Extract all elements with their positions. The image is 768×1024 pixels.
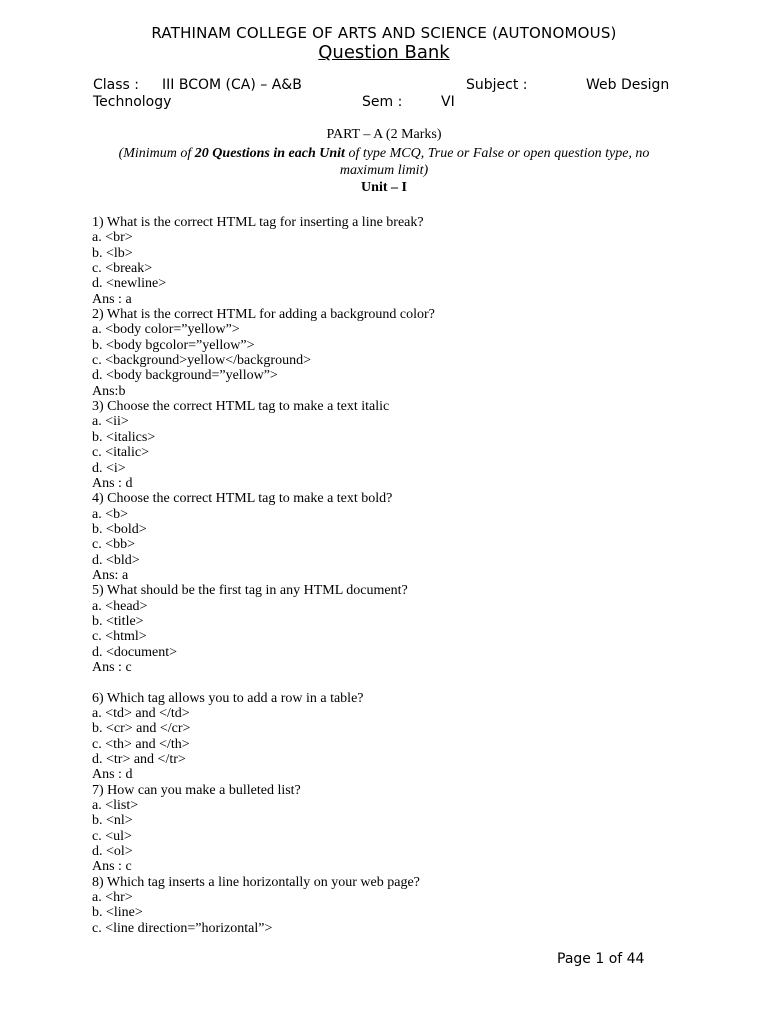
question-block — [92, 491, 712, 583]
answer-key: Ans: a — [92, 567, 129, 583]
page-number: Page 1 of 44 — [557, 951, 645, 967]
answer-option: b. <line> — [92, 905, 143, 921]
instruction-bold: 20 Questions in each Unit — [194, 146, 345, 161]
question-text: 2) What is the correct HTML for adding a background color? — [92, 307, 435, 323]
part-instruction — [100, 145, 668, 179]
answer-option: a. <body color=”yellow”> — [92, 322, 240, 338]
question-block — [92, 691, 712, 783]
answer-option: b. <nl> — [92, 813, 133, 829]
answer-option: b. <title> — [92, 613, 144, 629]
question-text: 1) What is the correct HTML tag for inserting a line break? — [92, 215, 424, 230]
answer-option: d. <bld> — [92, 552, 140, 568]
class-label: Class : — [93, 77, 139, 93]
answer-option: a. <head> — [92, 598, 148, 614]
answer-key: Ans : c — [92, 659, 132, 675]
answer-option: c. <ul> — [92, 828, 132, 844]
question-block — [92, 583, 712, 690]
question-block — [92, 875, 712, 936]
subject-label: Subject : — [466, 77, 528, 93]
question-text: 8) Which tag inserts a line horizontally on your web page? — [92, 874, 420, 890]
sem-value: VI — [441, 94, 455, 110]
answer-option: a. <b> — [92, 506, 129, 522]
answer-option: d. <ol> — [92, 844, 133, 860]
answer-option: b. <cr> and </cr> — [92, 721, 191, 737]
answer-option: c. <line direction=”horizontal”> — [92, 920, 273, 936]
question-text: 7) How can you make a bulleted list? — [92, 782, 301, 798]
answer-option: d. <newline> — [92, 276, 167, 292]
question-block — [92, 215, 712, 307]
answer-option: d. <tr> and </tr> — [92, 752, 186, 768]
question-block — [92, 399, 712, 491]
question-text: 5) What should be the first tag in any HTML document? — [92, 583, 408, 599]
answer-option: b. <body bgcolor=”yellow”> — [92, 337, 255, 353]
answer-option: b. <bold> — [92, 521, 147, 537]
subject-value: Web Design — [586, 77, 670, 93]
answer-option: a. <br> — [92, 230, 133, 246]
answer-option: c. <break> — [92, 261, 153, 277]
answer-option: c. <th> and </th> — [92, 736, 190, 752]
answer-key: Ans : d — [92, 767, 133, 783]
answer-option: b. <lb> — [92, 245, 133, 261]
class-value: III BCOM (CA) – A&B — [162, 77, 302, 93]
question-text: 3) Choose the correct HTML tag to make a text italic — [92, 399, 390, 415]
page-title: Question Bank — [318, 42, 450, 63]
question-block — [92, 783, 712, 875]
college-name: RATHINAM COLLEGE OF ARTS AND SCIENCE (AUTONOMOUS) — [151, 24, 617, 42]
answer-option: c. <bb> — [92, 537, 136, 553]
answer-option: c. <italic> — [92, 445, 149, 461]
answer-key: Ans : d — [92, 475, 133, 491]
unit-heading: Unit – I — [361, 180, 407, 195]
answer-option: c. <background>yellow</background> — [92, 353, 311, 369]
instruction-pre: (Minimum of — [118, 146, 195, 161]
answer-option: b. <italics> — [92, 429, 156, 445]
answer-option: a. <td> and </td> — [92, 706, 190, 721]
answer-option: d. <body background=”yellow”> — [92, 368, 278, 384]
question-text: 6) Which tag allows you to add a row in a table? — [92, 690, 364, 706]
instruction-post: of type MCQ, True or False or open question type, no maximum limit) — [339, 146, 650, 178]
question-list — [92, 215, 712, 936]
subject-value-cont: Technology — [93, 94, 172, 110]
answer-option: d. <i> — [92, 460, 126, 476]
answer-key: Ans : a — [92, 291, 132, 307]
question-text: 4) Choose the correct HTML tag to make a text bold? — [92, 491, 393, 507]
answer-option: a. <list> — [92, 798, 139, 814]
answer-key: Ans:b — [92, 383, 126, 399]
question-block — [92, 307, 712, 399]
answer-option: c. <html> — [92, 629, 147, 645]
answer-option: a. <ii> — [92, 414, 129, 430]
sem-label: Sem : — [362, 94, 403, 110]
part-heading: PART – A (2 Marks) — [326, 127, 442, 142]
answer-option: d. <document> — [92, 644, 177, 660]
answer-key: Ans : c — [92, 859, 132, 875]
answer-option: a. <hr> — [92, 890, 133, 906]
